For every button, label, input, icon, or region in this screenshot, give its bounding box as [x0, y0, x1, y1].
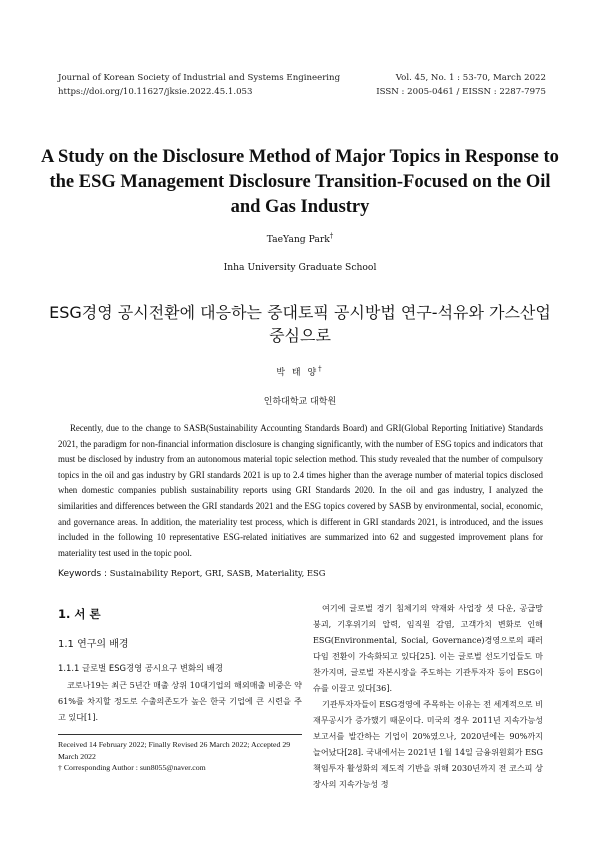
corresponding-mark-korean: † — [318, 365, 324, 373]
doi-link[interactable]: https://doi.org/10.11627/jksie.2022.45.1.053 — [58, 87, 253, 97]
keywords-list: Sustainability Report, GRI, SASB, Materiality, ESG — [109, 568, 326, 578]
body-paragraph-left: 코로나19는 최근 5년간 매출 상위 10대기업의 해외매출 비중은 약 61%를 차지할 정도로 수출의존도가 높은 한국 기업에 큰 시련을 주고 있다[1]. — [58, 680, 302, 722]
body-paragraph: 기관투자자들이 ESG경영에 주목하는 이유는 전 세계적으로 비재무공시가 증가했기 때문이다. 미국의 경우 2011년 지속가능성보고서를 발간하는 기업이 20%였으나, 2020년에는 90%까지 늘어났다[28]. 국내에서는 2021년 1월 14일 금융위원회가 ESG책임투자 활성화의 제도적 기반을 위해 2030년까지 전 코스피 상장사의 지속가능성 정 — [313, 699, 544, 789]
affiliation-english: Inha University Graduate School — [223, 262, 377, 273]
footnote — [58, 739, 302, 774]
corresponding-author: † Corresponding Author : sun8055@naver.com — [58, 763, 206, 772]
corresponding-mark: † — [329, 232, 334, 240]
affiliation-korean: 인하대학교 대학원 — [263, 397, 337, 407]
paper-title-english: A Study on the Disclosure Method of Major Topics in Response to the ESG Management Disclosure Transition-Focused on the Oil and Gas Industry — [41, 147, 559, 217]
journal-name: Journal of Korean Society of Industrial and Systems Engineering — [58, 73, 341, 83]
section-heading-1-1: 1.1 연구의 배경 — [58, 639, 129, 650]
body-column-right — [313, 600, 543, 792]
keywords — [58, 568, 543, 579]
footnote-divider — [58, 734, 302, 735]
author-name-korean: 박 태 양 — [276, 368, 319, 378]
section-heading-1: 1. 서 론 — [58, 607, 101, 621]
issn-info: ISSN : 2005-0461 / EISSN : 2287-7975 — [376, 87, 546, 97]
body-paragraph: 여기에 글로벌 경기 침체기의 약재와 사업장 셧 다운, 공급망 붕괴, 기후위기의 압력, 임직원 감염, 고객가치 변화로 인해 ESG(Environmental, Social, Governance)경영으로의 패러다임 전환이 가속화되고 있다[25]. 이는 글로벌 선도기업들도 마찬가지며, 글로벌 자본시장을 주도하는 기관투자자 등이 ESG이슈를 이끌고 있다[36]. — [313, 603, 543, 693]
volume-info: Vol. 45, No. 1 : 53-70, March 2022 — [395, 73, 546, 83]
abstract: Recently, due to the change to SASB(Sustainability Accounting Standards Board) and GRI(Global Reporting Initiative) Standards 2021, the paradigm for non-financial information disclosure is changing significantly, with the number of ESG topics and indicators that must be disclosed by industry from an autonomous material topic selection method. This study revealed that the number of compulsory topics in the oil and gas industry by GRI standards 2021 is up to 2.4 times higher than the average number of material topics disclosed when domestic companies publish sustainability reports using GRI Standards 2020. In the oil and gas industry, I analyzed the similarities and differences between the GRI standards 2021 and the ESG topics covered by SASB by environmental, social, economic, and governance areas. In addition, the materiality test process, which is different in GRI standards 2021, is introduced, and the issues included in the following 10 representative ESG-related initiatives are summarized into 62 and suggested improvement plans for materiality test used in the topic pool. — [58, 423, 543, 558]
author-name: TaeYang Park — [266, 234, 330, 246]
paper-title-korean: ESG경영 공시전환에 대응하는 중대토픽 공시방법 연구-석유와 가스산업 중심으로 — [49, 303, 551, 345]
running-header-right — [376, 71, 546, 99]
received-dates: Received 14 February 2022; Finally Revised 26 March 2022; Accepted 29 March 2022 — [58, 740, 291, 761]
running-header-left — [58, 71, 340, 99]
keywords-label: Keywords : — [58, 569, 108, 579]
author-korean — [0, 365, 600, 378]
author-english — [0, 232, 600, 245]
section-heading-1-1-1: 1.1.1 글로벌 ESG경영 공시요구 변화의 배경 — [58, 663, 223, 673]
